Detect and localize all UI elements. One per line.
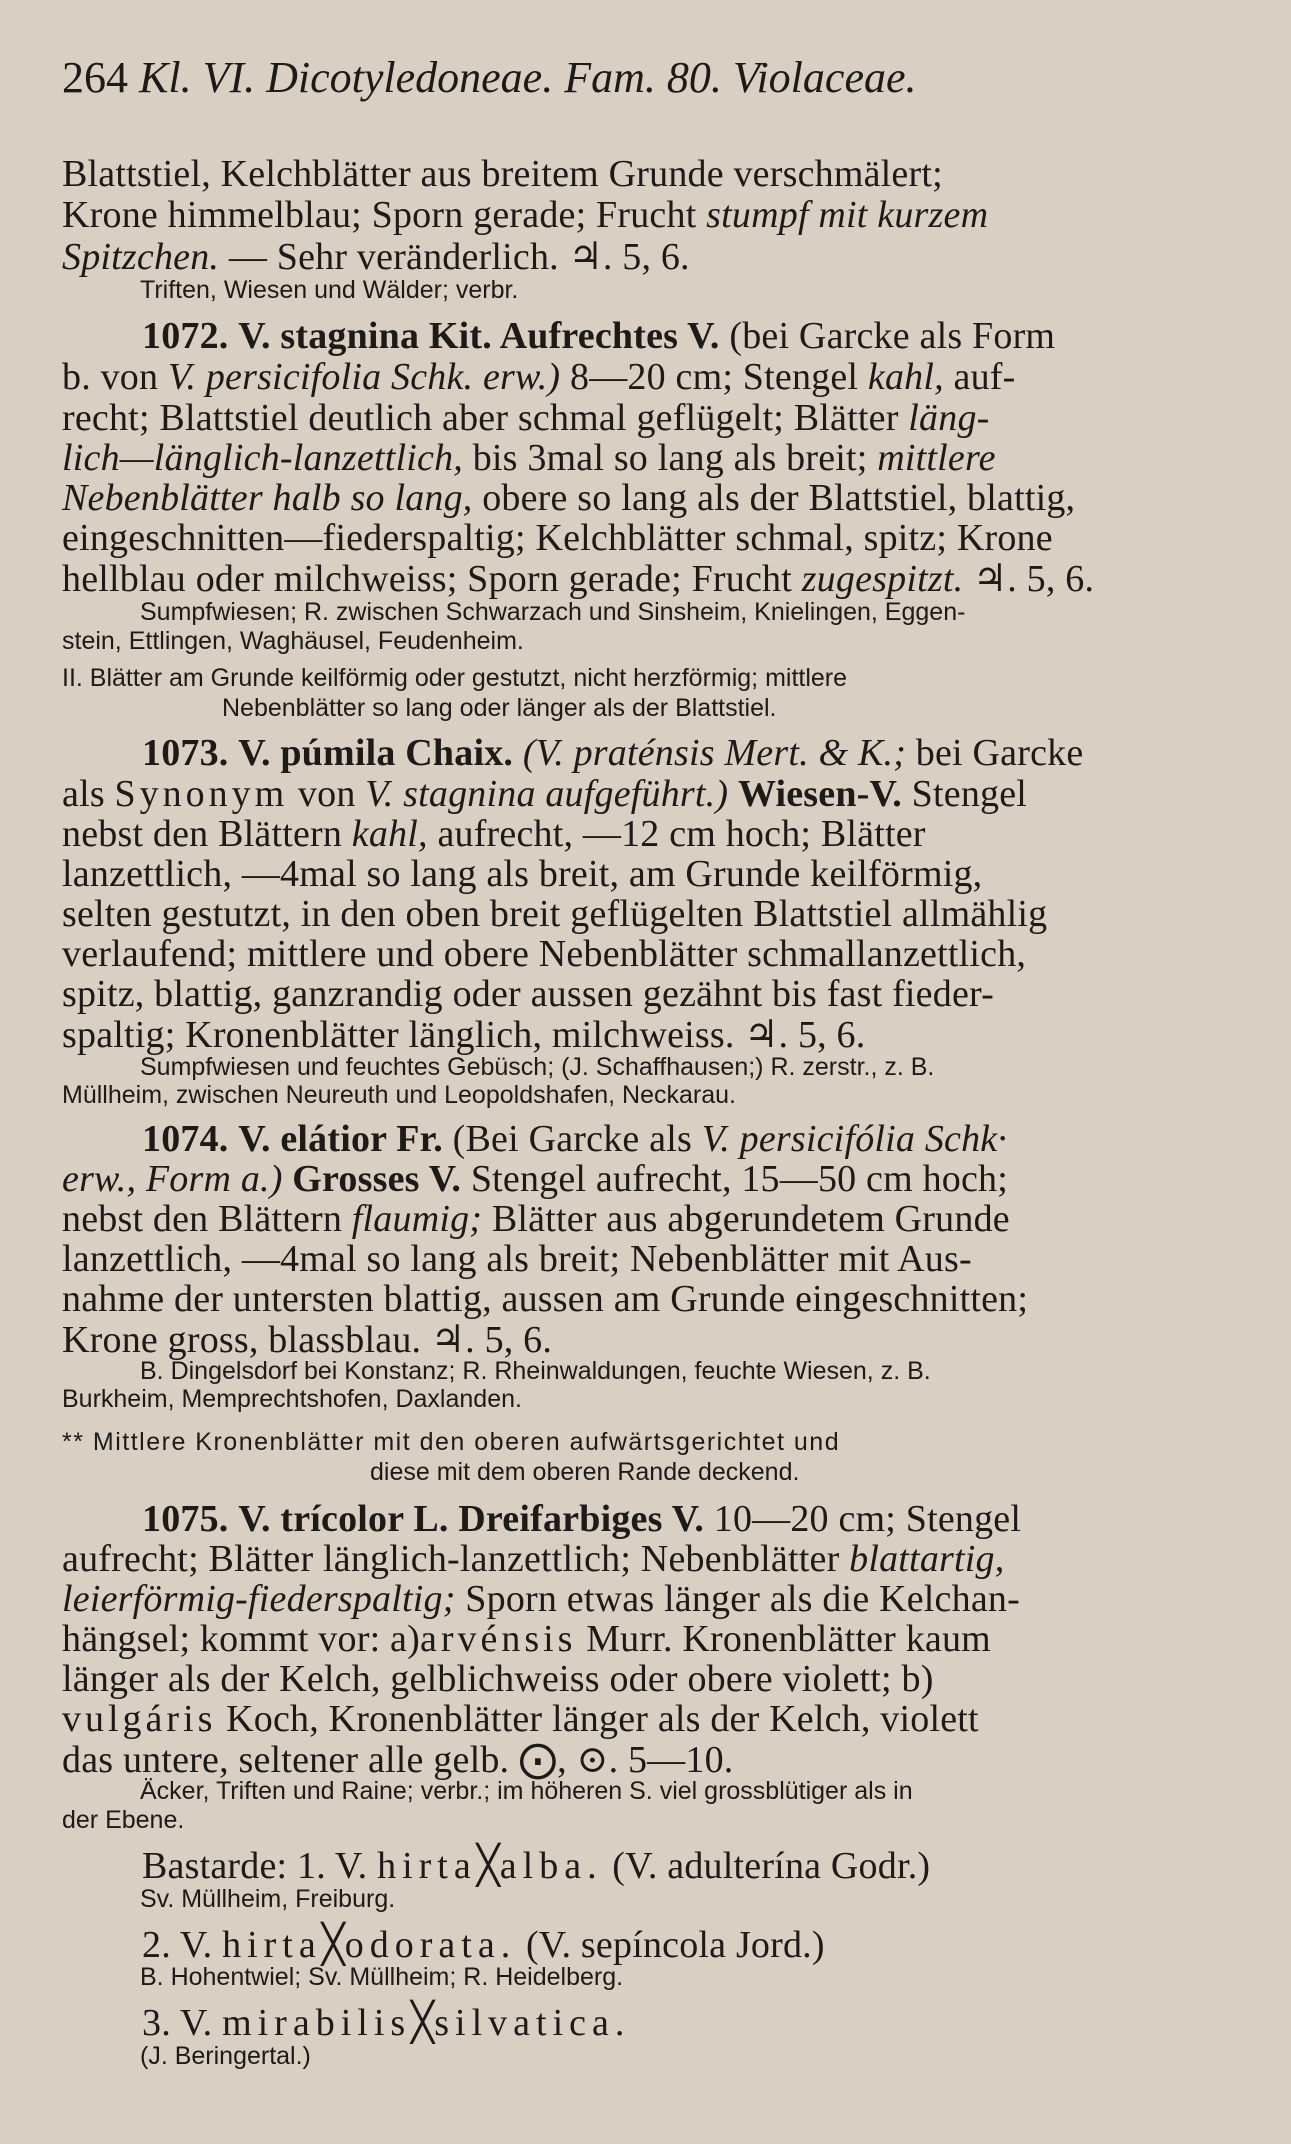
locality-line: (J. Beringertal.) (140, 2042, 311, 2070)
species-entry-1074: 1074. V. elátior Fr. (Bei Garcke als V. persicifólia Schk· (142, 1118, 1008, 1160)
hybrid-entry: Bastarde: 1. V. hirta╳alba. (V. adulterína Godr.) (142, 1843, 931, 1887)
locality-line: B. Hohentwiel; Sv. Müllheim; R. Heidelberg. (140, 1963, 624, 1991)
cross-icon: ╳ (411, 2000, 435, 2044)
locality-line: Burkheim, Memprechtshofen, Daxlanden. (62, 1385, 522, 1413)
text-line: lich—länglich-lanzettlich, bis 3mal so lang als breit; mittlere (62, 437, 996, 479)
group-heading: Nebenblätter so lang oder länger als der Blattstiel. (222, 694, 777, 722)
species-entry-1075: 1075. V. trícolor L. Dreifarbiges V. 10—20 cm; Stengel (142, 1498, 1022, 1540)
hybrid-entry: 3. V. mirabilis╳silvatica. (142, 2000, 631, 2044)
text-line: als Synonym von V. stagnina aufgeführt.) Wiesen-V. Stengel (62, 773, 1028, 815)
text-line: leierförmig-fiederspaltig; Sporn etwas länger als die Kelchan- (62, 1578, 1020, 1620)
cross-icon: ╳ (476, 1843, 500, 1887)
text-line: nahme der untersten blattig, aussen am Grunde eingeschnitten; (62, 1278, 1029, 1320)
species-entry-1072: 1072. V. stagnina Kit. Aufrechtes V. (bei Garcke als Form (142, 315, 1056, 357)
text-line: länger als der Kelch, gelblichweiss oder obere violett; b) (62, 1658, 934, 1700)
text-line: nebst den Blättern flaumig; Blätter aus abgerundetem Grunde (62, 1198, 1010, 1240)
text-line: das untere, seltener alle gelb. ⨀, ⊙. 5—10. (62, 1739, 734, 1781)
cross-icon: ╳ (321, 1922, 345, 1966)
text-line: aufrecht; Blätter länglich-lanzettlich; Nebenblätter blattartig, (62, 1538, 1005, 1580)
text-line: hellblau oder milchweiss; Sporn gerade; Frucht zugespitzt. ♃. 5, 6. (62, 558, 1095, 600)
text-line: eingeschnitten—fiederspaltig; Kelchblätter schmal, spitz; Krone (62, 517, 1053, 559)
group-heading: ** Mittlere Kronenblätter mit den oberen aufwärtsgerichtet und (62, 1428, 841, 1456)
running-header (62, 52, 917, 103)
text-line: lanzettlich, —4mal so lang als breit; Nebenblätter mit Aus- (62, 1238, 972, 1280)
locality-line: Müllheim, zwischen Neureuth und Leopoldshafen, Neckarau. (62, 1081, 736, 1109)
locality-line: Sv. Müllheim, Freiburg. (140, 1885, 396, 1913)
page-number: 264 (62, 53, 128, 102)
locality-line: Triften, Wiesen und Wälder; verbr. (140, 276, 519, 304)
text-line: spaltig; Kronenblätter länglich, milchweiss. ♃. 5, 6. (62, 1014, 866, 1056)
text-line: Spitzchen. — Sehr veränderlich. ♃. 5, 6. (62, 236, 690, 278)
text-line: spitz, blattig, ganzrandig oder aussen gezähnt bis fast fieder- (62, 973, 994, 1015)
running-title: Kl. VI. Dicotyledoneae. Fam. 80. Violaceae. (139, 53, 917, 102)
text-line: nebst den Blättern kahl, aufrecht, —12 cm hoch; Blätter (62, 813, 926, 855)
text-line: lanzettlich, —4mal so lang als breit, am Grunde keilförmig, (62, 853, 983, 895)
locality-line: Äcker, Triften und Raine; verbr.; im höheren S. viel grossblütiger als in (140, 1777, 913, 1805)
text-line: hängsel; kommt vor: a)arvénsis Murr. Kronenblätter kaum (62, 1618, 991, 1660)
hybrid-entry: 2. V. hirta╳odorata. (V. sepíncola Jord.) (142, 1922, 825, 1966)
locality-line: der Ebene. (62, 1806, 185, 1834)
locality-line: B. Dingelsdorf bei Konstanz; R. Rheinwaldungen, feuchte Wiesen, z. B. (140, 1357, 931, 1385)
group-heading: diese mit dem oberen Rande deckend. (370, 1458, 800, 1486)
text-line: recht; Blattstiel deutlich aber schmal geflügelt; Blätter läng- (62, 397, 990, 439)
locality-line: Sumpfwiesen und feuchtes Gebüsch; (J. Schaffhausen;) R. zerstr., z. B. (140, 1053, 935, 1081)
text-line: erw., Form a.) Grosses V. Stengel aufrecht, 15—50 cm hoch; (62, 1158, 1009, 1200)
text-line: Krone himmelblau; Sporn gerade; Frucht stumpf mit kurzem (62, 194, 989, 236)
species-entry-1073: 1073. V. púmila Chaix. (V. praténsis Mert. & K.; bei Garcke (142, 732, 1084, 774)
locality-line: stein, Ettlingen, Waghäusel, Feudenheim. (62, 627, 524, 655)
text-line: verlaufend; mittlere und obere Nebenblätter schmallanzettlich, (62, 933, 1027, 975)
text-line: Blattstiel, Kelchblätter aus breitem Grunde verschmälert; (62, 153, 943, 195)
text-line: vulgáris Koch, Kronenblätter länger als der Kelch, violett (62, 1698, 979, 1740)
text-line: Nebenblätter halb so lang, obere so lang als der Blattstiel, blattig, (62, 477, 1076, 519)
text-line: b. von V. persicifolia Schk. erw.) 8—20 cm; Stengel kahl, auf- (62, 356, 1016, 398)
text-line: selten gestutzt, in den oben breit geflügelten Blattstiel allmählig (62, 893, 1048, 935)
group-heading: II. Blätter am Grunde keilförmig oder gestutzt, nicht herzförmig; mittlere (62, 664, 848, 692)
locality-line: Sumpfwiesen; R. zwischen Schwarzach und Sinsheim, Knielingen, Eggen- (140, 598, 966, 626)
text-line: Krone gross, blassblau. ♃. 5, 6. (62, 1319, 553, 1361)
